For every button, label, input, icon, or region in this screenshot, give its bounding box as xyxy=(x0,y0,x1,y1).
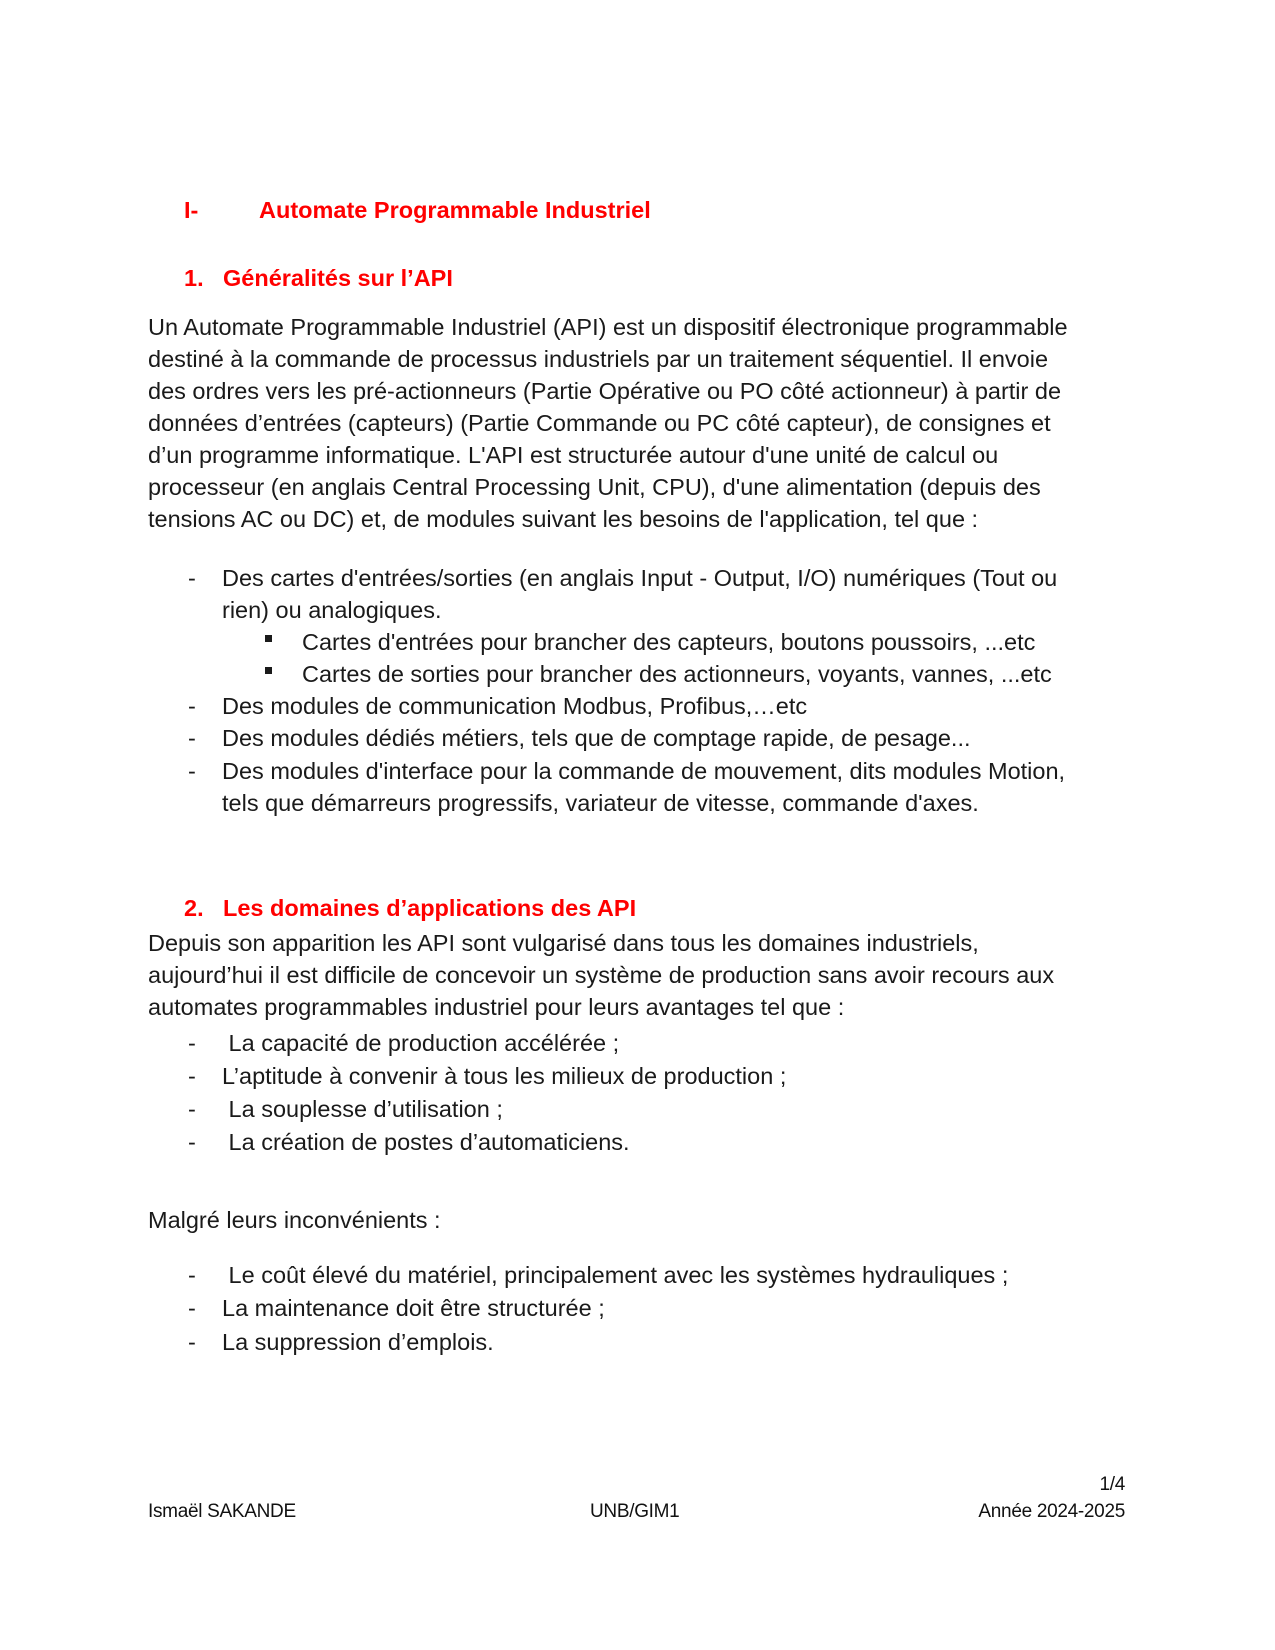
section2-paragraph xyxy=(148,927,1133,1023)
footer-course: UNB/GIM1 xyxy=(590,1501,680,1522)
advantage-item: L’aptitude à convenir à tous les milieux de production ; xyxy=(222,1063,787,1089)
paragraph-line: destiné à la commande de processus industriels par un traitement séquentiel. Il envoie xyxy=(148,346,1049,372)
section2-title: Les domaines d’applications des API xyxy=(223,895,637,921)
advantage-item: La capacité de production accélérée ; xyxy=(222,1030,620,1056)
drawbacks-intro: Malgré leurs inconvénients : xyxy=(148,1207,441,1233)
dash-bullet-icon: - xyxy=(188,1262,196,1288)
dash-bullet-icon: - xyxy=(188,758,196,784)
section1-title: Généralités sur l’API xyxy=(223,265,453,291)
dash-bullet-icon: - xyxy=(188,565,196,591)
dash-bullet-icon: - xyxy=(188,725,196,751)
drawback-item: Le coût élevé du matériel, principalement avec les systèmes hydrauliques ; xyxy=(222,1262,1009,1288)
dash-bullet-icon: - xyxy=(188,1129,196,1155)
paragraph-line: tensions AC ou DC) et, de modules suivant les besoins de l'application, tel que : xyxy=(148,506,979,532)
advantage-item: La souplesse d’utilisation ; xyxy=(222,1096,503,1122)
list-item-continuation: tels que démarreurs progressifs, variateur de vitesse, commande d'axes. xyxy=(222,790,979,816)
main-heading-title: Automate Programmable Industriel xyxy=(259,197,651,223)
list-item: Des modules dédiés métiers, tels que de comptage rapide, de pesage... xyxy=(222,725,971,751)
dash-bullet-icon: - xyxy=(188,1329,196,1355)
section1-paragraph xyxy=(148,311,1133,535)
paragraph-line: Depuis son apparition les API sont vulgarisé dans tous les domaines industriels, xyxy=(148,930,979,956)
square-bullet-icon xyxy=(265,667,272,674)
list-item: Des modules de communication Modbus, Profibus,…etc xyxy=(222,693,808,719)
footer-year: Année 2024-2025 xyxy=(978,1501,1125,1522)
advantage-item: La création de postes d’automaticiens. xyxy=(222,1129,630,1155)
page-number: 1/4 xyxy=(1099,1474,1125,1495)
dash-bullet-icon: - xyxy=(188,693,196,719)
dash-bullet-icon: - xyxy=(188,1096,196,1122)
square-bullet-icon xyxy=(265,635,272,642)
list-item: Des cartes d'entrées/sorties (en anglais Input - Output, I/O) numériques (Tout ou xyxy=(222,565,1058,591)
dash-bullet-icon: - xyxy=(188,1295,196,1321)
section1-number: 1. xyxy=(184,265,204,291)
drawback-item: La suppression d’emplois. xyxy=(222,1329,494,1355)
section2-number: 2. xyxy=(184,895,204,921)
footer-author: Ismaël SAKANDE xyxy=(148,1501,296,1522)
paragraph-line: données d’entrées (capteurs) (Partie Commande ou PC côté capteur), de consignes et xyxy=(148,410,1051,436)
paragraph-line: automates programmables industriel pour leurs avantages tel que : xyxy=(148,994,845,1020)
paragraph-line: des ordres vers les pré-actionneurs (Partie Opérative ou PO côté actionneur) à partir de xyxy=(148,378,1062,404)
paragraph-line: aujourd’hui il est difficile de concevoir un système de production sans avoir recours aux xyxy=(148,962,1055,988)
paragraph-line: processeur (en anglais Central Processing Unit, CPU), d'une alimentation (depuis des xyxy=(148,474,1041,500)
sub-list-item: Cartes d'entrées pour brancher des capteurs, boutons poussoirs, ...etc xyxy=(302,629,1036,655)
list-item-continuation: rien) ou analogiques. xyxy=(222,597,442,623)
dash-bullet-icon: - xyxy=(188,1030,196,1056)
sub-list-item: Cartes de sorties pour brancher des actionneurs, voyants, vannes, ...etc xyxy=(302,661,1052,687)
list-item: Des modules d'interface pour la commande de mouvement, dits modules Motion, xyxy=(222,758,1066,784)
paragraph-line: Un Automate Programmable Industriel (API) est un dispositif électronique programmable xyxy=(148,314,1068,340)
drawback-item: La maintenance doit être structurée ; xyxy=(222,1295,605,1321)
paragraph-line: d’un programme informatique. L'API est structurée autour d'une unité de calcul ou xyxy=(148,442,999,468)
main-heading-number: I- xyxy=(184,197,199,223)
dash-bullet-icon: - xyxy=(188,1063,196,1089)
